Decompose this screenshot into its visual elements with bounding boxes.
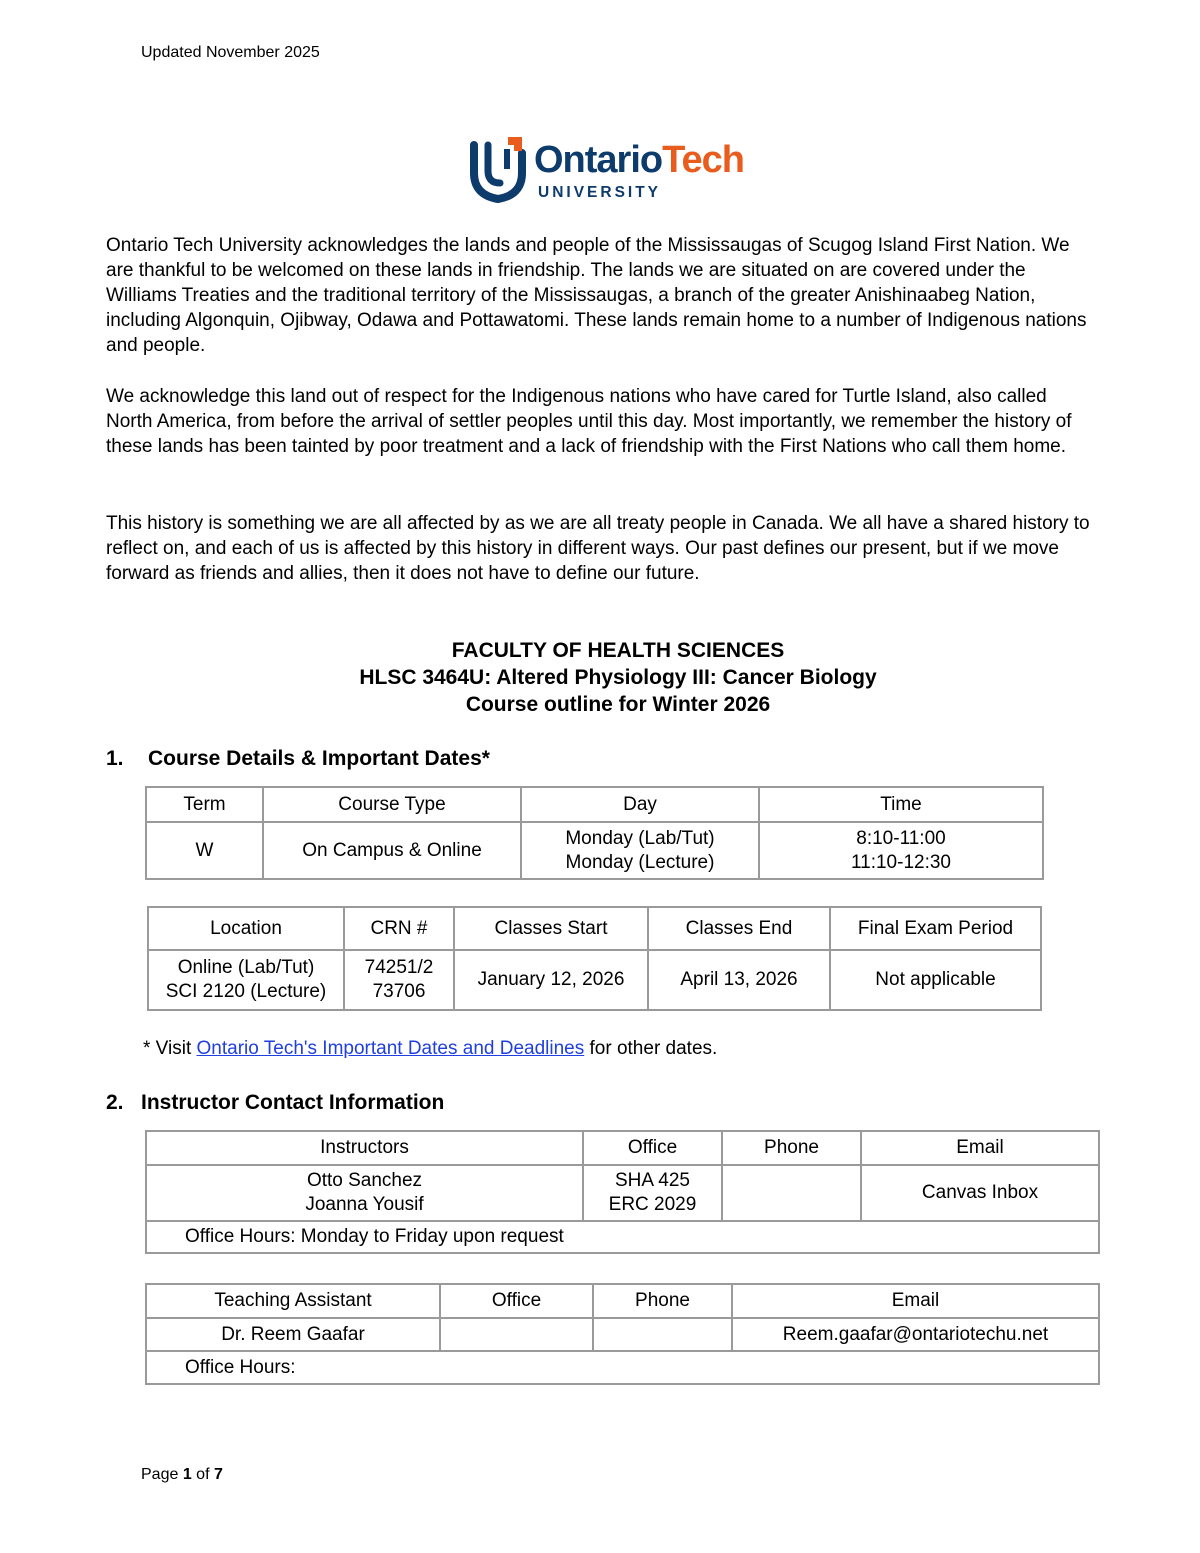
- final-exam-cell: Not applicable: [830, 950, 1041, 1010]
- page-total: 7: [213, 1466, 223, 1483]
- header-cell: Course Type: [263, 787, 521, 822]
- section-heading-instructor-contact: [106, 1091, 444, 1115]
- land-acknowledgement-paragraph-2: We acknowledge this land out of respect for the Indigenous nations who have cared for Turtle Island, also called North America, from before the arrival of settler peoples until this day. Most importantly, we remember the history of these lands has been tainted by poor treatment and a lack of friendship with the First Nations who call them home.: [106, 386, 1072, 457]
- header-cell: Teaching Assistant: [146, 1284, 440, 1318]
- table-header-row: [146, 1284, 1099, 1318]
- header-cell: Phone: [722, 1131, 861, 1165]
- header-cell: Classes Start: [454, 907, 648, 950]
- section-number: 2.: [106, 1091, 124, 1114]
- instructors-cell: [146, 1165, 583, 1221]
- term-cell: W: [146, 822, 263, 879]
- page-footer: [141, 1466, 223, 1484]
- teaching-assistant-table: [145, 1283, 1100, 1385]
- header-cell: CRN #: [344, 907, 454, 950]
- crn-lecture: 73706: [372, 981, 426, 1002]
- course-type-cell: On Campus & Online: [263, 822, 521, 879]
- section-title: Course Details & Important Dates*: [148, 747, 490, 770]
- outline-title: Course outline for Winter 2026: [465, 693, 771, 716]
- university-logo: [470, 135, 770, 205]
- office-hours-cell: Office Hours:: [146, 1351, 1099, 1384]
- land-acknowledgement-paragraph-3: This history is something we are all affected by as we are all treaty people in Canada. We all have a shared history to reflect on, and each of us is affected by this history in different ways. Our past defines our present, but if we move forward as friends and allies, then it does not have to define our future.: [106, 513, 1090, 584]
- phone-cell: [593, 1318, 732, 1351]
- header-cell: Final Exam Period: [830, 907, 1041, 950]
- time-cell: [759, 822, 1043, 879]
- header-cell: Email: [861, 1131, 1099, 1165]
- ta-name-cell: Dr. Reem Gaafar: [146, 1318, 440, 1351]
- section-heading-course-details: [106, 747, 490, 771]
- header-cell: Term: [146, 787, 263, 822]
- phone-cell: [722, 1165, 861, 1221]
- day-lab: Monday (Lab/Tut): [565, 827, 715, 849]
- table-row: [148, 950, 1041, 1010]
- table-header-row: [146, 787, 1043, 822]
- header-cell: Email: [732, 1284, 1099, 1318]
- logo-subtitle: UNIVERSITY: [538, 184, 662, 201]
- section-title: Instructor Contact Information: [141, 1091, 445, 1114]
- office-hours-row: [146, 1351, 1099, 1384]
- updated-note: Updated November 2025: [141, 44, 320, 61]
- header-cell: Phone: [593, 1284, 732, 1318]
- crn-lab: 74251/2: [364, 957, 434, 978]
- header-cell: Time: [759, 787, 1043, 822]
- logo-wordmark: [534, 137, 744, 183]
- office-value: ERC 2029: [608, 1194, 697, 1215]
- page-of: of: [191, 1466, 214, 1483]
- location-room: SCI 2120 (Lecture): [165, 981, 327, 1002]
- header-cell: Office: [583, 1131, 722, 1165]
- table-row: [146, 822, 1043, 879]
- land-acknowledgement-paragraph-1: Ontario Tech University acknowledges the lands and people of the Mississaugas of Scugog Island First Nation. We are thankful to be welcomed on these lands in friendship. The lands we are situated on are covered under the Williams Treaties and the traditional territory of the Mississaugas, a branch of the greater Anishinaabeg Nation, including Algonquin, Ojibway, Odawa and Pottawatomi. These lands remain home to a number of Indigenous nations and people.: [106, 235, 1087, 356]
- logo-word-ontario: Ontario: [534, 139, 663, 181]
- email-cell: Canvas Inbox: [861, 1165, 1099, 1221]
- day-cell: [521, 822, 759, 879]
- location-cell: [148, 950, 344, 1010]
- visit-prefix: * Visit: [143, 1038, 197, 1059]
- classes-start-cell: January 12, 2026: [454, 950, 648, 1010]
- table-header-row: [148, 907, 1041, 950]
- location-online: Online (Lab/Tut): [177, 957, 315, 978]
- instructor-table: [145, 1130, 1100, 1254]
- course-details-table: [145, 786, 1044, 880]
- crn-cell: [344, 950, 454, 1010]
- office-hours-cell: Office Hours: Monday to Friday upon request: [146, 1221, 1099, 1253]
- time-lab: 8:10-11:00: [856, 827, 946, 849]
- email-cell: Reem.gaafar@ontariotechu.net: [732, 1318, 1099, 1351]
- classes-end-cell: April 13, 2026: [648, 950, 830, 1010]
- section-number: 1.: [106, 747, 124, 770]
- header-cell: Day: [521, 787, 759, 822]
- faculty-title: FACULTY OF HEALTH SCIENCES: [451, 639, 785, 662]
- time-lecture: 11:10-12:30: [850, 851, 951, 873]
- header-cell: Instructors: [146, 1131, 583, 1165]
- visit-suffix: for other dates.: [584, 1038, 718, 1059]
- header-cell: Location: [148, 907, 344, 950]
- office-cell: [440, 1318, 593, 1351]
- instructor-name: Joanna Yousif: [305, 1194, 424, 1215]
- table-header-row: [146, 1131, 1099, 1165]
- office-hours-row: [146, 1221, 1099, 1253]
- page-current: 1: [182, 1466, 192, 1483]
- table-row: [146, 1318, 1099, 1351]
- course-title-block: [0, 637, 1200, 718]
- page-label: Page: [141, 1466, 183, 1483]
- logo-word-tech: Tech: [662, 139, 744, 181]
- instructor-name: Otto Sanchez: [306, 1170, 423, 1191]
- important-dates-note: [143, 1038, 717, 1060]
- shield-logo-icon: [470, 135, 526, 203]
- important-dates-link[interactable]: Ontario Tech's Important Dates and Deadlines: [196, 1038, 585, 1059]
- office-cell: [583, 1165, 722, 1221]
- course-dates-table: [147, 906, 1042, 1011]
- day-lecture: Monday (Lecture): [565, 851, 715, 873]
- header-cell: Office: [440, 1284, 593, 1318]
- header-cell: Classes End: [648, 907, 830, 950]
- course-title: HLSC 3464U: Altered Physiology III: Cancer Biology: [359, 666, 877, 689]
- table-row: [146, 1165, 1099, 1221]
- office-value: SHA 425: [615, 1170, 690, 1191]
